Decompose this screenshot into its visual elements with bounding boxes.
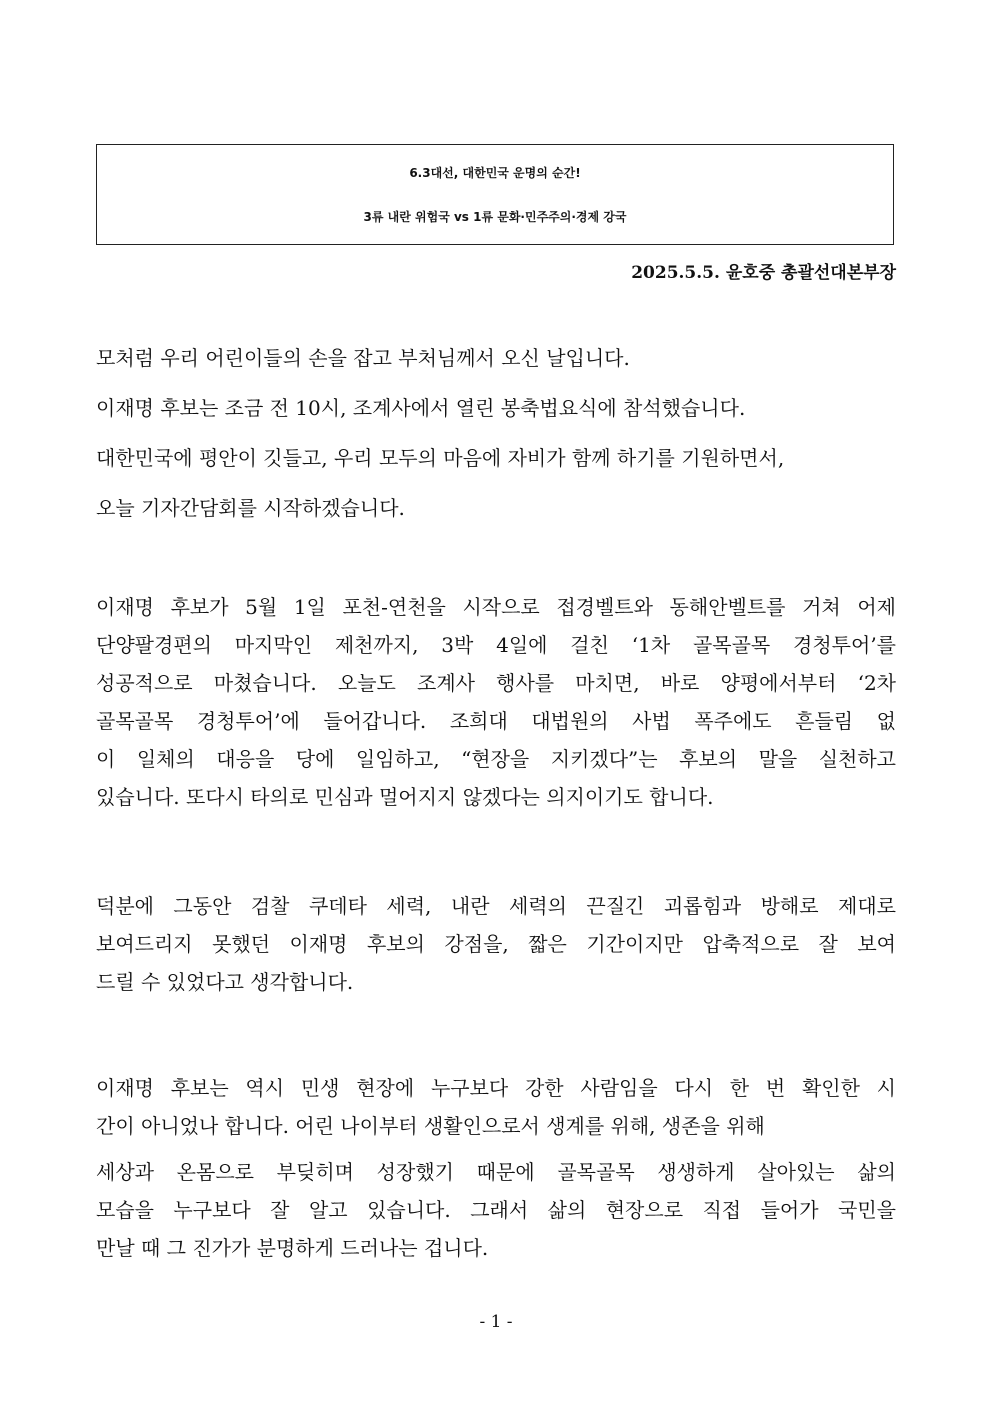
paragraph-line: 단양팔경편의 마지막인 제천까지, 3박 4일에 걸친 ‘1차 골목골목 경청투어’를 [96, 633, 896, 657]
title-box [96, 144, 894, 245]
paragraph-line: 만날 때 그 진가가 분명하게 드러나는 겁니다. [96, 1236, 489, 1260]
paragraph-line: 간이 아니었나 합니다. 어린 나이부터 생활인으로서 생계를 위해, 생존을 위해 [96, 1114, 765, 1138]
title-line-2: 3류 내란 위험국 vs 1류 문화·민주주의·경제 강국 [363, 210, 627, 224]
paragraph-line: 이재명 후보는 역시 민생 현장에 누구보다 강한 사람임을 다시 한 번 확인한 시 [96, 1076, 896, 1100]
paragraph-line: 이 일체의 대응을 당에 일임하고, “현장을 지키겠다”는 후보의 말을 실천하고 [96, 747, 896, 771]
paragraph-line: 성공적으로 마쳤습니다. 오늘도 조계사 행사를 마치면, 바로 양평에서부터 ‘2차 [96, 671, 896, 695]
paragraph-line: 골목골목 경청투어’에 들어갑니다. 조희대 대법원의 사법 폭주에도 흔들림 없 [96, 709, 896, 733]
paragraph-4 [96, 1069, 896, 1267]
paragraph-line: 이재명 후보는 조금 전 10시, 조계사에서 열린 봉축법요식에 참석했습니다. [96, 396, 746, 420]
title-line-1: 6.3대선, 대한민국 운명의 순간! [409, 166, 581, 180]
paragraph-line: 오늘 기자간담회를 시작하겠습니다. [96, 496, 405, 520]
paragraph-line: 보여드리지 못했던 이재명 후보의 강점을, 짧은 기간이지만 압축적으로 잘 보여 [96, 932, 896, 956]
paragraph-line: 모습을 누구보다 잘 알고 있습니다. 그래서 삶의 현장으로 직접 들어가 국민을 [96, 1198, 896, 1222]
paragraph-1 [96, 339, 896, 527]
byline: 2025.5.5. 윤호중 총괄선대본부장 [631, 263, 896, 283]
paragraph-line: 덕분에 그동안 검찰 쿠데타 세력, 내란 세력의 끈질긴 괴롭힘과 방해로 제대로 [96, 894, 896, 918]
paragraph-line: 모처럼 우리 어린이들의 손을 잡고 부처님께서 오신 날입니다. [96, 346, 630, 370]
paragraph-line: 있습니다. 또다시 타의로 민심과 멀어지지 않겠다는 의지이기도 합니다. [96, 785, 714, 809]
paragraph-2 [96, 588, 896, 816]
page-number: - 1 - [479, 1312, 513, 1332]
paragraph-line: 세상과 온몸으로 부딪히며 성장했기 때문에 골목골목 생생하게 살아있는 삶의 [96, 1160, 896, 1184]
paragraph-line: 이재명 후보가 5월 1일 포천-연천을 시작으로 접경벨트와 동해안벨트를 거쳐 어제 [96, 595, 896, 619]
paragraph-line: 대한민국에 평안이 깃들고, 우리 모두의 마음에 자비가 함께 하기를 기원하면서, [96, 446, 785, 470]
paragraph-line: 드릴 수 있었다고 생각합니다. [96, 970, 354, 994]
paragraph-3 [96, 887, 896, 1001]
